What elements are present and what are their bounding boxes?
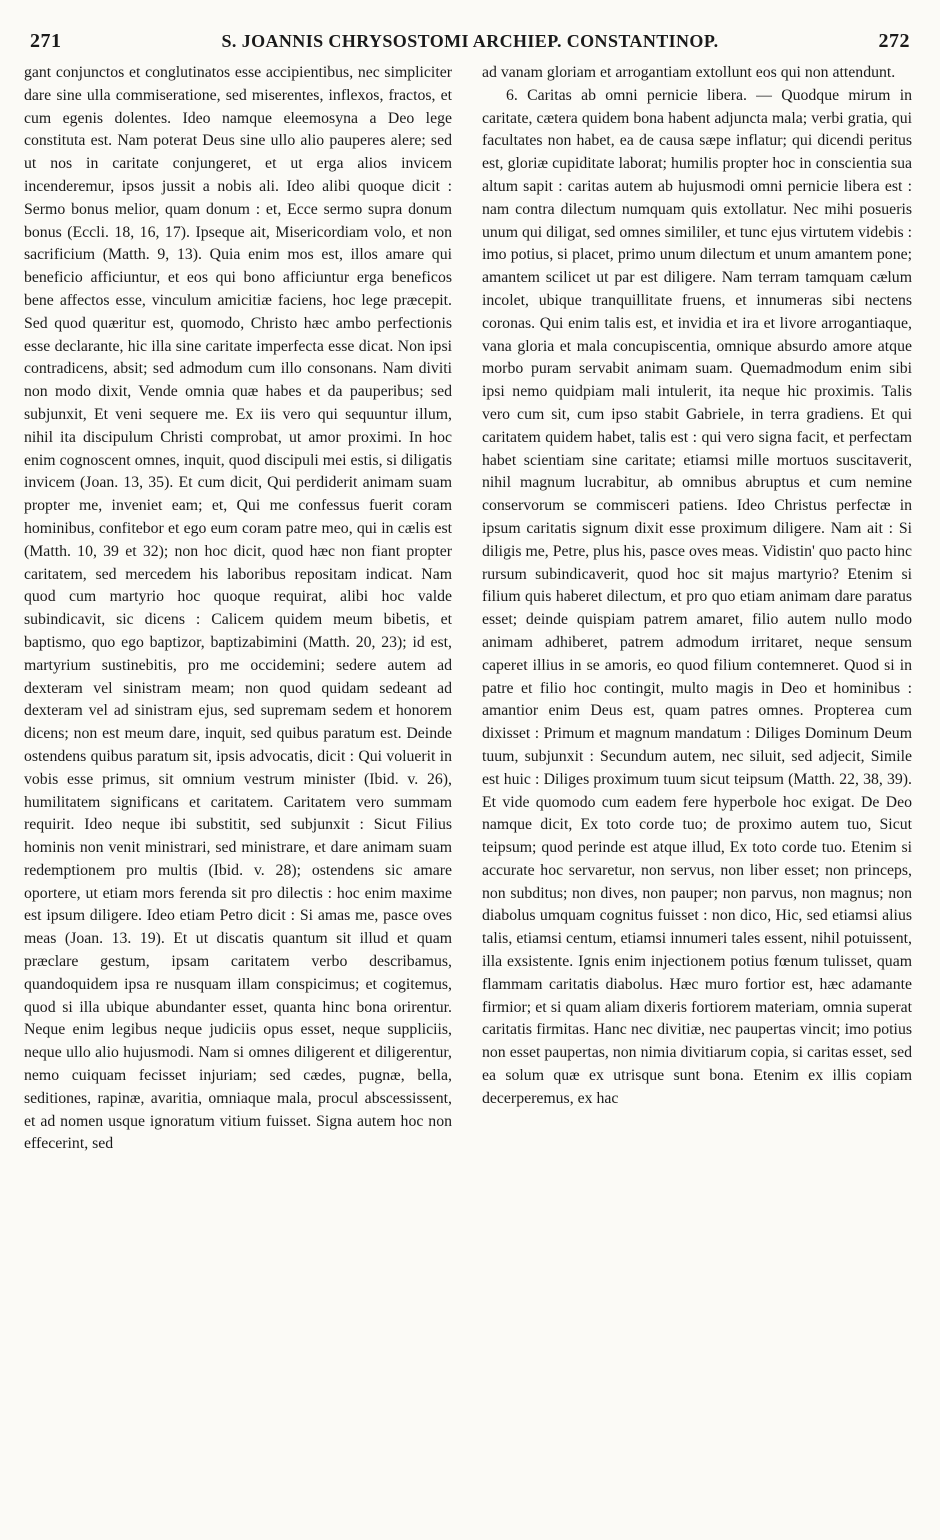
- left-column: [24, 62, 452, 1156]
- page-number-left: 271: [30, 30, 62, 52]
- running-title: S. JOANNIS CHRYSOSTOMI ARCHIEP. CONSTANTINOP.: [221, 31, 719, 51]
- page-number-right: 272: [878, 30, 910, 52]
- paragraph: ad vanam gloriam et arrogantiam extollunt eos qui non attendunt.: [482, 64, 896, 81]
- running-header: [30, 30, 910, 60]
- paragraph: 6. Caritas ab omni pernicie libera. — Quodque mirum in caritate, cætera quidem bona habent adjuncta mala; verbi gratia, qui facultates non habet, ea de causa sæpe inflatur; qui dicendi peritus est, gloriæ cupiditate laborat; humilis propter hoc in conscientia sua altum sapit : caritas autem ab hujusmodi omni pernicie libera est : nam contra dilectum numquam quis extollatur. Nec mihi posueris unum qui diligat, sed omnes simililer, et tunc ejus virtutem videbis : imo potius, si placet, primo unum dilectum et unum amantem pone; amantem scilicet ut par est diligere. Nam terram tamquam cælum incolet, ubique tranquillitate fruens, et innumeras sibi nectens coronas. Qui enim talis est, et invidia et ira et livore arrogantiaque, vana gloria et mala concupiscentia, omnique absurdo amore atque morbo puram servabit animam suam. Quemadmodum enim sibi ipsi nemo quidpiam mali intulerit, ita neque hic proximis. Talis vero cum sit, cum ipso stabit Gabriele, in terra gradiens. Et qui caritatem quidem habet, talis est : qui vero signa facit, et perfectam habet scientiam sine caritate; etiamsi mille mortuos suscitaverit, nihil magnum lucrabitur, ab omnibus abruptus et cum nemine conservorum se commisceri patiens. Ideo Christus perfectæ in ipsum caritatis signum dixit esse proximum diligere. Nam ait : Si diligis me, Petre, plus his, pasce oves meas. Vidistin' quo pacto hinc rursum subindicaverit, quod hoc sit majus martyrio? Etenim si filium quis haberet dilectum, et pro quo etiam animam dare paratus esset; deinde quispiam patrem amaret, filio autem nullo modo animam adhiberet, patrem admodum irritaret, neque sensum caperet illius in se amoris, eo quod filium contemneret. Quod si in patre et filio hoc contingit, multo magis in Deo et hominibus : amantior enim Deus est, quam patres omnes. Propterea cum dixisset : Primum et magnum mandatum : Diliges Dominum Deum tuum, subjunxit : Secundum autem, nec siluit, sed adjecit, Simile est huic : Diliges proximum tuum sicut teipsum (Matth. 22, 38, 39). Et vide quomodo cum eadem fere hyperbole hoc exigat. De Deo namque dicit, Ex toto corde tuo; de proximo autem tuo, Sicut teipsum; quod perinde est atque illud, Ex toto corde tuo. Etenim si accurate hoc servaretur, non servus, non liber esset; non princeps, non subditus; non dives, non pauper; non parvus, non magnus; non diabolus umquam cognitus fuisset : non dico, Hic, sed etiamsi alius talis, etiamsi centum, etiamsi innumeri tales essent, nihil potuissent, illa exsistente. Ignis enim injectionem potius fœnum tulisset, quam flammam caritatis diabolus. Hæc muro fortior est, hæc adamante firmior; et si quam aliam dixeris fortiorem materiam, omnia superat caritatis firmitas. Hanc nec divitiæ, nec paupertas vincit; imo potius non esset paupertas, non nimia divitiarum copia, si caritas esset, sed ea solum quæ ex utrisque sunt bona. Etenim ex illis copiam decerperemus, ex hac: [482, 86, 912, 1107]
- right-column: [482, 62, 912, 1111]
- paragraph: gant conjunctos et conglutinatos esse accipientibus, nec simpliciter dare sine ulla commiseratione, sed miserentes, inflexos, fractos, et cum egenis dolentes. Ideo namque eleemosyna a Deo lege constituta est. Nam poterat Deus sine ullo alio pauperes alere; sed ut nos in caritate conjungeret, et ut erga alios invicem incenderemur, ipsos jussit a nobis ali. Ideo alibi quoque dicit : Sermo bonus melior, quam donum : et, Ecce sermo supra donum bonus (Eccli. 18, 16, 17). Ipseque ait, Misericordiam volo, et non sacrificium (Matth. 9, 13). Quia enim mos est, illos amare qui beneficio afficiuntur, et eos qui bono afficiuntur erga beneficos bene affectos esse, vinculum amicitiæ faciens, hoc lege præcepit. Sed quod quæritur est, quomodo, Christo hæc ambo perfectionis esse declarante, hic illa sine caritate imperfecta esse dicat. Non ipsi contradicens, absit; sed admodum cum illo consonans. Nam diviti non modo dixit, Vende omnia quæ habes et da pauperibus; sed subjunxit, Et veni sequere me. Ex iis vero qui sequuntur illum, nihil ita discipulum Christi comprobat, ut amor proximi. In hoc enim cognoscent omnes, inquit, quod discipuli mei estis, si diligatis invicem (Joan. 13, 35). Et cum dicit, Qui perdiderit animam suam propter me, inveniet eam; et, Qui me confessus fuerit coram hominibus, confitebor et ego eum coram patre meo, qui in cælis est (Matth. 10, 39 et 32); non hoc dicit, quod hæc non fiant propter caritatem, sed mercedem his laboribus repositam indicat. Nam quod cum martyrio hoc quoque requirat, alibi hoc valde subindicavit, sic dicens : Calicem quidem meum bibetis, et baptismo, quo ego baptizor, baptizabimini (Matth. 20, 23); id est, martyrium sustinebitis, pro me occidemini; sedere autem ad dexteram vel sinistram meam; non quod quidam sedeant ad dexteram vel ad sinistram ejus, sed supremam sedem et honorem dicens; non est meum dare, inquit, sed quibus paratum est. Deinde ostendens quibus paratum sit, ipsis advocatis, dicit : Qui voluerit in vobis esse primus, sit omnium vestrum minister (Ibid. v. 26), humilitatem significans et caritatem. Caritatem vero summam requirit. Ideo neque ibi substitit, sed subjunxit : Sicut Filius hominis non venit ministrari, sed ministrare, et dare animam suam redemptionem pro multis (Ibid. v. 28); ostendens sic amare oportere, ut etiam mors ferenda sit pro dilectis : hoc enim maxime est ipsum diligere. Ideo etiam Petro dicit : Si amas me, pasce oves meas (Joan. 13. 19). Et ut discatis quantum sit illud et quam præclare gestum, ipsam caritatem verbo describamus, quandoquidem ipsa re nusquam illam conspicimus; et cogitemus, quod si illa ubique abundanter esset, quanta hinc bona orirentur. Neque enim legibus neque judiciis opus esset, neque suppliciis, neque ullo alio hujusmodi. Nam si omnes diligerent et diligerentur, nemo cuiquam fecisset injuriam; sed cædes, pugnæ, bella, seditiones, rapinæ, avaritia, omniaque mala, procul abscessissent, et ad nomen usque ignoratum vitium fuisset. Signa autem hoc non effecerint, sed: [24, 64, 452, 1153]
